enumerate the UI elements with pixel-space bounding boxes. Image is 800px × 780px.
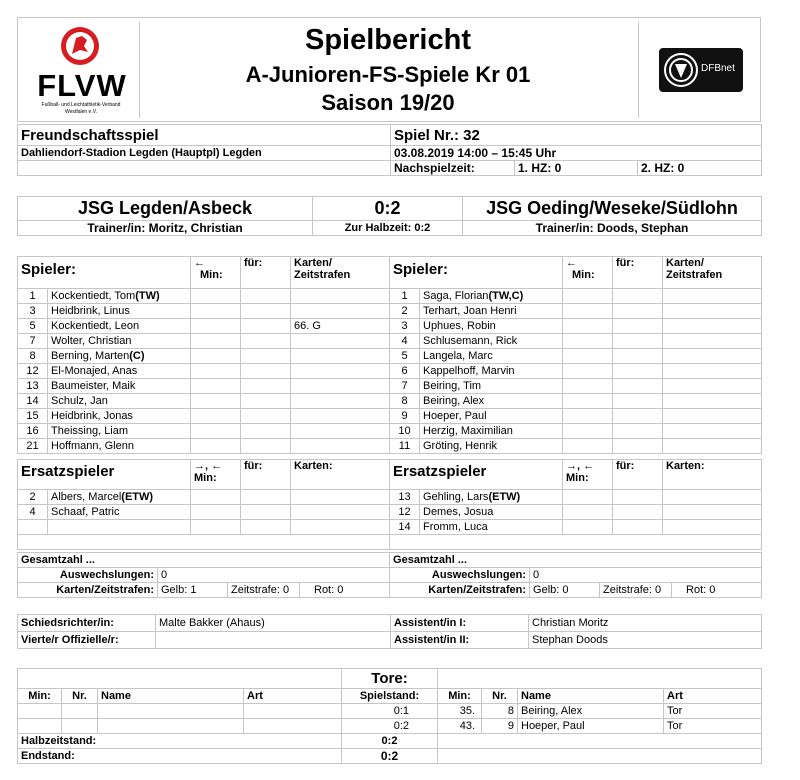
- table-row: [18, 520, 762, 535]
- away-trainer: Trainer/in: Doods, Stephan: [463, 221, 762, 236]
- home-goal-name-header: Name: [98, 689, 244, 704]
- home-player-number: 21: [18, 439, 48, 454]
- home-sub-inout: [191, 505, 241, 520]
- home-for: [241, 424, 291, 439]
- fourth-name: [156, 632, 391, 649]
- table-row: [18, 439, 762, 454]
- home-out-min-header: ← Min:: [191, 257, 241, 289]
- home-out-min: [191, 394, 241, 409]
- home-card: [291, 304, 390, 319]
- home-player-name: El-Monajed, Anas: [48, 364, 191, 379]
- away-player-name: Beiring, Tim: [420, 379, 563, 394]
- away-player-number: 8: [390, 394, 420, 409]
- away-sub-player-name: Demes, Josua: [420, 505, 563, 520]
- table-row: [18, 424, 762, 439]
- away-player-number: 1: [390, 289, 420, 304]
- home-subs-count: 0: [158, 568, 390, 583]
- away-goal-min: 43.: [438, 719, 482, 734]
- away-for: [613, 334, 663, 349]
- home-for: [241, 304, 291, 319]
- away-player-number: 2: [390, 304, 420, 319]
- home-goal-min: [18, 704, 62, 719]
- away-player-name: Saga, Florian(TW,C): [420, 289, 563, 304]
- away-timepen: Zeitstrafe: 0: [600, 583, 672, 598]
- away-sub-number: 12: [390, 505, 420, 520]
- header: [17, 17, 761, 122]
- away-out-min: [563, 424, 613, 439]
- away-card: [663, 334, 762, 349]
- flvw-logo: [22, 22, 140, 118]
- away-goal-type-header: Art: [664, 689, 762, 704]
- away-goal-nr-header: Nr.: [482, 689, 518, 704]
- away-goal-min-header: Min:: [438, 689, 482, 704]
- home-sub-player-name: Albers, Marcel(ETW): [48, 490, 191, 505]
- away-sub-inout: [563, 505, 613, 520]
- away-goal-type: Tor: [664, 719, 762, 734]
- away-subs-inout-header: →, ← Min:: [563, 460, 613, 490]
- home-for: [241, 334, 291, 349]
- away-yellow: Gelb: 0: [530, 583, 600, 598]
- totals: [17, 552, 761, 598]
- flvw-emblem-icon: [60, 24, 100, 68]
- away-for: [613, 289, 663, 304]
- home-card: [291, 364, 390, 379]
- home-card: [291, 394, 390, 409]
- home-goal-nr-header: Nr.: [62, 689, 98, 704]
- table-row: [18, 349, 762, 364]
- away-card: [663, 424, 762, 439]
- lineups: [17, 256, 761, 550]
- venue: Dahliendorf-Stadion Legden (Hauptpl) Legden: [18, 146, 391, 161]
- away-for: [613, 439, 663, 454]
- home-goal-type: [244, 719, 342, 734]
- assist1-name: Christian Moritz: [529, 615, 762, 632]
- home-out-min: [191, 349, 241, 364]
- home-yellow: Gelb: 1: [158, 583, 228, 598]
- away-player-name: Uphues, Robin: [420, 319, 563, 334]
- away-for: [613, 394, 663, 409]
- home-out-min: [191, 409, 241, 424]
- home-out-min: [191, 379, 241, 394]
- away-player-number: 7: [390, 379, 420, 394]
- away-sub-for: [613, 520, 663, 535]
- table-row: [18, 719, 762, 734]
- home-player-number: 7: [18, 334, 48, 349]
- home-total-label: Gesamtzahl ...: [18, 553, 390, 568]
- away-player-name: Herzig, Maximilian: [420, 424, 563, 439]
- away-for: [613, 364, 663, 379]
- table-row: [18, 490, 762, 505]
- home-player-name: Heidbrink, Linus: [48, 304, 191, 319]
- home-player-name: Kockentiedt, Leon: [48, 319, 191, 334]
- home-out-min: [191, 319, 241, 334]
- away-sub-for: [613, 505, 663, 520]
- home-sub-inout: [191, 520, 241, 535]
- referee-label: Schiedsrichter/in:: [18, 615, 156, 632]
- goal-score-header: Spielstand:: [342, 689, 438, 704]
- home-player-name: Hoffmann, Glenn: [48, 439, 191, 454]
- home-sub-for: [241, 490, 291, 505]
- home-out-min: [191, 364, 241, 379]
- away-card: [663, 439, 762, 454]
- home-out-min: [191, 334, 241, 349]
- away-out-min: [563, 334, 613, 349]
- home-for: [241, 364, 291, 379]
- away-sub-for: [613, 490, 663, 505]
- away-sub-inout: [563, 520, 613, 535]
- hz2-extra: 2. HZ: 0: [638, 161, 762, 176]
- logo-text: FLVW: [37, 68, 127, 103]
- away-sub-inout: [563, 490, 613, 505]
- away-subs-count-label: Auswechslungen:: [390, 568, 530, 583]
- away-red: Rot: 0: [672, 583, 762, 598]
- teams: [17, 196, 761, 236]
- home-player-number: 12: [18, 364, 48, 379]
- away-out-min: [563, 349, 613, 364]
- home-goal-min-header: Min:: [18, 689, 62, 704]
- away-card: [663, 364, 762, 379]
- home-sub-cards: [291, 520, 390, 535]
- goal-score: 0:2: [342, 719, 438, 734]
- away-out-min: [563, 394, 613, 409]
- home-player-number: 16: [18, 424, 48, 439]
- dfbnet-logo: [638, 22, 756, 118]
- goals: [17, 668, 761, 764]
- away-for: [613, 379, 663, 394]
- home-card: [291, 334, 390, 349]
- away-card: [663, 379, 762, 394]
- home-card: [291, 349, 390, 364]
- home-out-min: [191, 289, 241, 304]
- table-row: [18, 704, 762, 719]
- home-out-min: [191, 439, 241, 454]
- away-sub-cards: [663, 505, 762, 520]
- away-player-name: Kappelhoff, Marvin: [420, 364, 563, 379]
- away-out-min-header: ← Min:: [563, 257, 613, 289]
- table-row: [18, 379, 762, 394]
- home-sub-player-name: [48, 520, 191, 535]
- nachspielzeit-label: Nachspielzeit:: [391, 161, 515, 176]
- home-card: [291, 424, 390, 439]
- away-subs-cards-header: Karten:: [663, 460, 762, 490]
- assist2-label: Assistent/in II:: [391, 632, 529, 649]
- home-player-name: Heidbrink, Jonas: [48, 409, 191, 424]
- home-goal-type-header: Art: [244, 689, 342, 704]
- home-goal-name: [98, 719, 244, 734]
- away-players-header: Spieler:: [390, 257, 563, 289]
- home-card: [291, 289, 390, 304]
- home-sub-cards: [291, 490, 390, 505]
- away-for: [613, 304, 663, 319]
- away-player-number: 11: [390, 439, 420, 454]
- away-sub-cards: [663, 520, 762, 535]
- home-subs-cards-header: Karten:: [291, 460, 390, 490]
- page-subtitle: A-Junioren-FS-Spiele Kr 01: [245, 62, 531, 87]
- away-out-min: [563, 319, 613, 334]
- match-type: Freundschaftsspiel: [18, 125, 391, 146]
- goal-score: 0:1: [342, 704, 438, 719]
- referee-name: Malte Bakker (Ahaus): [156, 615, 391, 632]
- home-player-name: Baumeister, Maik: [48, 379, 191, 394]
- page-title: Spielbericht: [305, 24, 471, 56]
- home-for-header: für:: [241, 257, 291, 289]
- away-goal-type: Tor: [664, 704, 762, 719]
- match-number: Spiel Nr.: 32: [391, 125, 762, 146]
- officials: [17, 614, 761, 649]
- home-subs-inout-header: →, ← Min:: [191, 460, 241, 490]
- away-out-min: [563, 364, 613, 379]
- home-cards-header: Karten/ Zeitstrafen: [291, 257, 390, 289]
- halftime-score-label: Halbzeitstand:: [18, 734, 342, 749]
- home-player-number: 8: [18, 349, 48, 364]
- away-card: [663, 394, 762, 409]
- home-player-name: Wolter, Christian: [48, 334, 191, 349]
- away-subs-header: Ersatzspieler: [390, 460, 563, 490]
- home-subs-for-header: für:: [241, 460, 291, 490]
- home-for: [241, 349, 291, 364]
- home-goal-nr: [62, 704, 98, 719]
- away-player-number: 4: [390, 334, 420, 349]
- away-total-label: Gesamtzahl ...: [390, 553, 762, 568]
- home-out-min: [191, 304, 241, 319]
- home-for: [241, 379, 291, 394]
- goals-header: Tore:: [342, 669, 438, 689]
- away-player-number: 9: [390, 409, 420, 424]
- halftime-score-value: 0:2: [342, 734, 438, 749]
- home-for: [241, 409, 291, 424]
- home-timepen: Zeitstrafe: 0: [228, 583, 300, 598]
- match-datetime: 03.08.2019 14:00 – 15:45 Uhr: [391, 146, 762, 161]
- home-goal-nr: [62, 719, 98, 734]
- home-player-number: 5: [18, 319, 48, 334]
- home-sub-number: [18, 520, 48, 535]
- home-for: [241, 319, 291, 334]
- home-card: [291, 439, 390, 454]
- match-info: [17, 124, 761, 176]
- home-subs-count-label: Auswechslungen:: [18, 568, 158, 583]
- assist1-label: Assistent/in I:: [391, 615, 529, 632]
- away-player-name: Terhart, Joan Henri: [420, 304, 563, 319]
- away-for-header: für:: [613, 257, 663, 289]
- home-for: [241, 439, 291, 454]
- away-sub-cards: [663, 490, 762, 505]
- halftime-score: Zur Halbzeit: 0:2: [313, 221, 463, 236]
- table-row: [18, 304, 762, 319]
- away-out-min: [563, 439, 613, 454]
- away-out-min: [563, 379, 613, 394]
- away-subs-count: 0: [530, 568, 762, 583]
- away-for: [613, 349, 663, 364]
- away-goal-name-header: Name: [518, 689, 664, 704]
- away-sub-number: 13: [390, 490, 420, 505]
- away-player-name: Langela, Marc: [420, 349, 563, 364]
- home-player-number: 13: [18, 379, 48, 394]
- home-red: Rot: 0: [300, 583, 390, 598]
- dfbnet-label: DFBnet: [701, 63, 735, 74]
- away-goal-nr: 9: [482, 719, 518, 734]
- home-player-name: Schulz, Jan: [48, 394, 191, 409]
- home-player-number: 3: [18, 304, 48, 319]
- away-player-name: Hoeper, Paul: [420, 409, 563, 424]
- away-player-number: 3: [390, 319, 420, 334]
- final-score-value: 0:2: [342, 749, 438, 764]
- away-sub-player-name: Gehling, Lars(ETW): [420, 490, 563, 505]
- away-player-number: 5: [390, 349, 420, 364]
- home-team-name: JSG Legden/Asbeck: [18, 197, 313, 221]
- home-for: [241, 394, 291, 409]
- home-goal-name: [98, 704, 244, 719]
- home-trainer: Trainer/in: Moritz, Christian: [18, 221, 313, 236]
- home-player-name: Berning, Marten(C): [48, 349, 191, 364]
- away-card: [663, 304, 762, 319]
- away-out-min: [563, 409, 613, 424]
- away-goal-name: Beiring, Alex: [518, 704, 664, 719]
- fourth-label: Vierte/r Offizielle/r:: [18, 632, 156, 649]
- home-players-header: Spieler:: [18, 257, 191, 289]
- away-for: [613, 409, 663, 424]
- away-card: [663, 409, 762, 424]
- home-card: 66. G: [291, 319, 390, 334]
- table-row: [18, 289, 762, 304]
- away-sub-player-name: Fromm, Luca: [420, 520, 563, 535]
- home-cards-total-label: Karten/Zeitstrafen:: [18, 583, 158, 598]
- home-for: [241, 289, 291, 304]
- away-player-number: 6: [390, 364, 420, 379]
- away-player-name: Schlusemann, Rick: [420, 334, 563, 349]
- table-row: [18, 505, 762, 520]
- away-sub-number: 14: [390, 520, 420, 535]
- home-sub-number: 2: [18, 490, 48, 505]
- away-cards-header: Karten/ Zeitstrafen: [663, 257, 762, 289]
- home-sub-for: [241, 505, 291, 520]
- away-cards-total-label: Karten/Zeitstrafen:: [390, 583, 530, 598]
- table-row: [18, 394, 762, 409]
- logo-sub2: Westfalen e.V.: [65, 109, 97, 115]
- away-card: [663, 319, 762, 334]
- dfb-emblem-icon: [663, 52, 699, 88]
- home-sub-for: [241, 520, 291, 535]
- away-subs-for-header: für:: [613, 460, 663, 490]
- home-sub-cards: [291, 505, 390, 520]
- away-player-name: Beiring, Alex: [420, 394, 563, 409]
- home-player-number: 14: [18, 394, 48, 409]
- away-goal-nr: 8: [482, 704, 518, 719]
- away-goal-name: Hoeper, Paul: [518, 719, 664, 734]
- away-card: [663, 289, 762, 304]
- assist2-name: Stephan Doods: [529, 632, 762, 649]
- away-for: [613, 424, 663, 439]
- away-goal-min: 35.: [438, 704, 482, 719]
- hz1-extra: 1. HZ: 0: [515, 161, 638, 176]
- logo-sub1: Fußball- und Leichtathletik-Verband: [41, 102, 121, 108]
- final-score-label: Endstand:: [18, 749, 342, 764]
- table-row: [18, 319, 762, 334]
- away-team-name: JSG Oeding/Weseke/Südlohn: [463, 197, 762, 221]
- away-player-number: 10: [390, 424, 420, 439]
- home-goal-type: [244, 704, 342, 719]
- away-player-name: Gröting, Henrik: [420, 439, 563, 454]
- home-sub-inout: [191, 490, 241, 505]
- season: Saison 19/20: [321, 90, 455, 115]
- away-for: [613, 319, 663, 334]
- table-row: [18, 334, 762, 349]
- home-sub-number: 4: [18, 505, 48, 520]
- home-card: [291, 409, 390, 424]
- home-subs-header: Ersatzspieler: [18, 460, 191, 490]
- final-score: 0:2: [313, 197, 463, 221]
- home-player-number: 15: [18, 409, 48, 424]
- home-card: [291, 379, 390, 394]
- table-row: [18, 364, 762, 379]
- away-out-min: [563, 289, 613, 304]
- home-player-name: Theissing, Liam: [48, 424, 191, 439]
- away-out-min: [563, 304, 613, 319]
- home-player-number: 1: [18, 289, 48, 304]
- away-card: [663, 349, 762, 364]
- home-out-min: [191, 424, 241, 439]
- home-goal-min: [18, 719, 62, 734]
- home-sub-player-name: Schaaf, Patric: [48, 505, 191, 520]
- table-row: [18, 409, 762, 424]
- home-player-name: Kockentiedt, Tom(TW): [48, 289, 191, 304]
